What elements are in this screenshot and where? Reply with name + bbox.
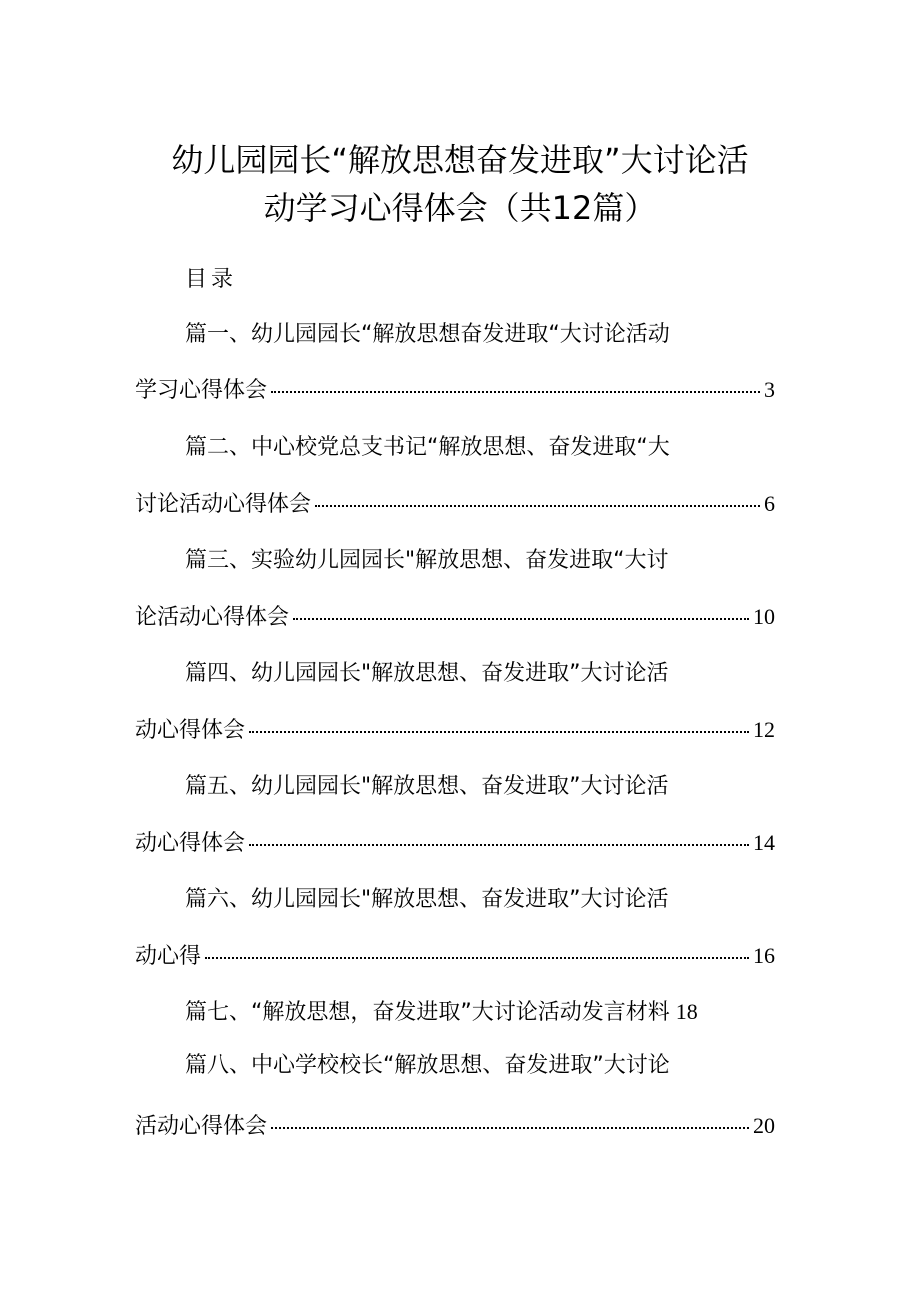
toc-entry-5-page: 14	[753, 830, 775, 855]
toc-entry-7-page: 18	[675, 999, 698, 1024]
toc-entry-1-page: 3	[764, 377, 775, 402]
toc-entry-4-continuation[interactable]	[135, 713, 775, 744]
toc-entry-1-title[interactable]: 篇一、幼儿园园长“解放思想奋发进取“大讨论活动	[185, 322, 670, 347]
toc-entry-1-continuation[interactable]	[135, 373, 775, 404]
dot-leader	[249, 844, 749, 846]
toc-entry-3-page: 10	[753, 604, 775, 629]
toc-entry-6-title-cont: 动心得	[135, 944, 202, 969]
toc-entry-5-title[interactable]: 篇五、幼儿园园长"解放思想、奋发进取”大讨论活	[185, 774, 669, 799]
document-title-line-1: 幼儿园园长“解放思想奋发进取”大讨论活	[171, 141, 749, 179]
toc-entry-2-title[interactable]: 篇二、中心校党总支书记“解放思想、奋发进取“大	[185, 435, 670, 460]
toc-entry-3-continuation[interactable]	[135, 600, 775, 631]
toc-entry-6-page: 16	[753, 943, 775, 968]
toc-entry-8-title-cont: 活动心得体会	[135, 1114, 268, 1139]
dot-leader	[249, 731, 749, 733]
toc-entry-3-title-cont: 论活动心得体会	[135, 605, 290, 630]
dot-leader	[205, 957, 749, 959]
toc-entry-6-title[interactable]: 篇六、幼儿园园长"解放思想、奋发进取”大讨论活	[185, 887, 669, 912]
dot-leader	[271, 391, 760, 393]
toc-entry-5-continuation[interactable]	[135, 826, 775, 857]
toc-entry-8-page: 20	[753, 1113, 775, 1138]
toc-heading: 目录	[185, 267, 238, 292]
toc-entry-1-title-cont: 学习心得体会	[135, 378, 268, 403]
dot-leader	[271, 1127, 749, 1129]
toc-entry-7[interactable]	[185, 995, 698, 1026]
toc-entry-8-continuation[interactable]	[135, 1109, 775, 1140]
toc-entry-2-page: 6	[764, 491, 775, 516]
toc-entry-2-title-cont: 讨论活动心得体会	[135, 492, 312, 517]
toc-entry-8-title[interactable]: 篇八、中心学校校长“解放思想、奋发进取”大讨论	[185, 1053, 670, 1078]
document-title-line-2: 动学习心得体会（共12篇）	[263, 189, 657, 227]
dot-leader	[315, 505, 760, 507]
dot-leader	[293, 618, 749, 620]
toc-entry-2-continuation[interactable]	[135, 487, 775, 518]
toc-entry-4-title[interactable]: 篇四、幼儿园园长"解放思想、奋发进取”大讨论活	[185, 661, 669, 686]
toc-entry-4-page: 12	[753, 717, 775, 742]
toc-entry-3-title[interactable]: 篇三、实验幼儿园园长"解放思想、奋发进取“大讨	[185, 548, 669, 573]
toc-entry-6-continuation[interactable]	[135, 939, 775, 970]
toc-entry-4-title-cont: 动心得体会	[135, 718, 246, 743]
toc-entry-5-title-cont: 动心得体会	[135, 831, 246, 856]
toc-entry-7-title: 篇七、“解放思想，奋发进取”大讨论活动发言材料	[185, 1000, 670, 1025]
